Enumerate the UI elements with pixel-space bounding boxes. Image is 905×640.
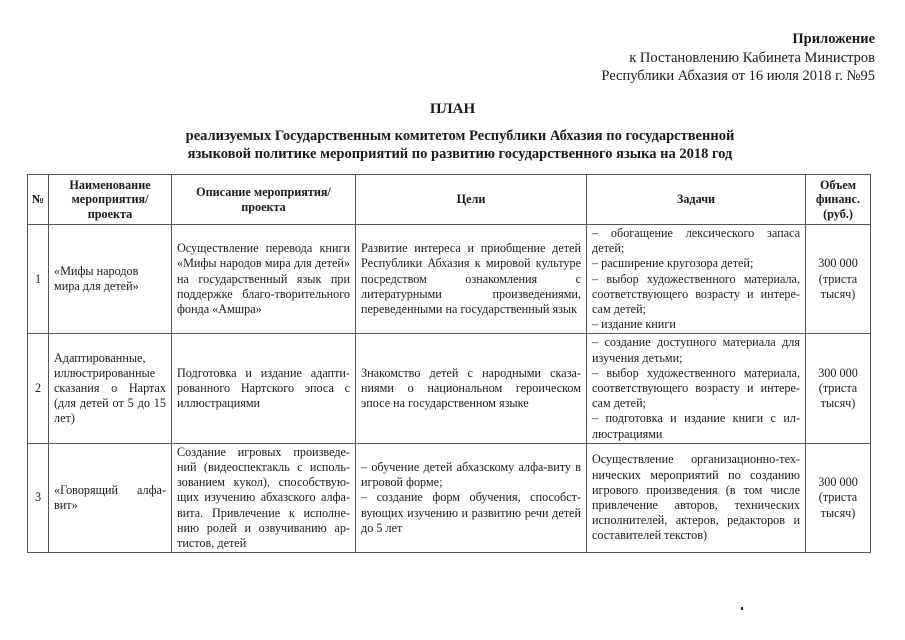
appendix-line-2: Республики Абхазия от 16 июля 2018 г. №95 <box>601 68 875 84</box>
cell-funding: 300 000 (триста тысяч) <box>806 334 871 443</box>
cell-name: Адаптированные, иллюстрированные сказания о Нартах (для детей от 5 до 15 лет) <box>49 334 172 443</box>
header-goals: Цели <box>356 175 587 225</box>
plan-subtitle <box>120 127 800 163</box>
cell-num: 2 <box>28 334 49 443</box>
task-item: – обогащение лексического запаса детей; <box>592 226 800 256</box>
cell-num: 3 <box>28 443 49 552</box>
cell-description: Создание игровых произведе-ний (видеоспектакль с исполь-зованием кукол), способствую-щих изучению абхазского алфа-вита. Привлечение к исполне-нию ролей и озвучиванию ар-тистов, детей <box>172 443 356 552</box>
header-num: № <box>28 175 49 225</box>
cell-goals: Развитие интереса и приобщение детей Республики Абхазия к мировой культуре посредством ознакомления с литературными произведениями, переведенными на государственный язык <box>356 225 587 334</box>
cell-funding: 300 000 (триста тысяч) <box>806 443 871 552</box>
task-item: Осуществление организационно-тех-нических мероприятий по созданию игрового произведения (в том числе привлечение авторов, технических исполнителей, актеров, редакторов и составителей текстов) <box>592 452 800 543</box>
cell-tasks <box>587 225 806 334</box>
cell-description: Осуществление перевода книги «Мифы народов мира для детей» на государственный язык при поддержке благо-творительного фонда «Амшра» <box>172 225 356 334</box>
task-item: – выбор художественного материала, соответствующего возрасту и интере-сам детей; <box>592 271 800 317</box>
appendix-line-1: к Постановлению Кабинета Министров <box>629 49 875 66</box>
scan-speck <box>741 607 743 610</box>
cell-funding: 300 000 (триста тысяч) <box>806 225 871 334</box>
task-item: – выбор художественного материала, соответствующего возрасту и интере-сам детей; <box>592 365 800 411</box>
task-item: – издание книги <box>592 317 676 332</box>
goal-item: – обучение детей абхазскому алфа-виту в игровой форме; <box>361 460 581 490</box>
header-funding: Объем финанс. (руб.) <box>806 175 871 225</box>
cell-goals: Знакомство детей с народными сказа-ниями о национальном героическом эпосе на государственном языке <box>356 334 587 443</box>
table-row <box>28 443 871 552</box>
goal-item: – создание форм обучения, способст-вующих изучению и развитию речи детей до 5 лет <box>361 490 581 535</box>
cell-tasks <box>587 334 806 443</box>
header-description: Описание мероприятия/проекта <box>172 175 356 225</box>
cell-description: Подготовка и издание адапти-рованного Нартского эпоса с иллюстрациями <box>172 334 356 443</box>
task-item: – создание доступного материала для изучения детьми; <box>592 335 800 365</box>
plan-subtitle-line-1: реализуемых Государственным комитетом Республики Абхазия по государственной <box>185 128 735 144</box>
cell-num: 1 <box>28 225 49 334</box>
appendix-header <box>601 30 875 86</box>
task-item: – расширение кругозора детей; <box>592 256 754 271</box>
table-header-row <box>28 175 871 225</box>
cell-tasks <box>587 443 806 552</box>
cell-name: «Мифы народов мира для детей» <box>49 225 172 334</box>
plan-table <box>27 174 871 553</box>
plan-subtitle-line-2: языковой политике мероприятий по развитию государственного языка на 2018 год <box>187 146 733 162</box>
plan-title: ПЛАН <box>429 101 476 117</box>
cell-goals <box>356 443 587 552</box>
header-tasks: Задачи <box>587 175 806 225</box>
task-item: – подготовка и издание книги с ил-люстрациями <box>592 411 800 441</box>
appendix-title: Приложение <box>792 31 875 47</box>
table-row <box>28 334 871 443</box>
table-row <box>28 225 871 334</box>
cell-name: «Говорящий алфа-вит» <box>49 443 172 552</box>
header-name: Наименование мероприятия/ проекта <box>49 175 172 225</box>
